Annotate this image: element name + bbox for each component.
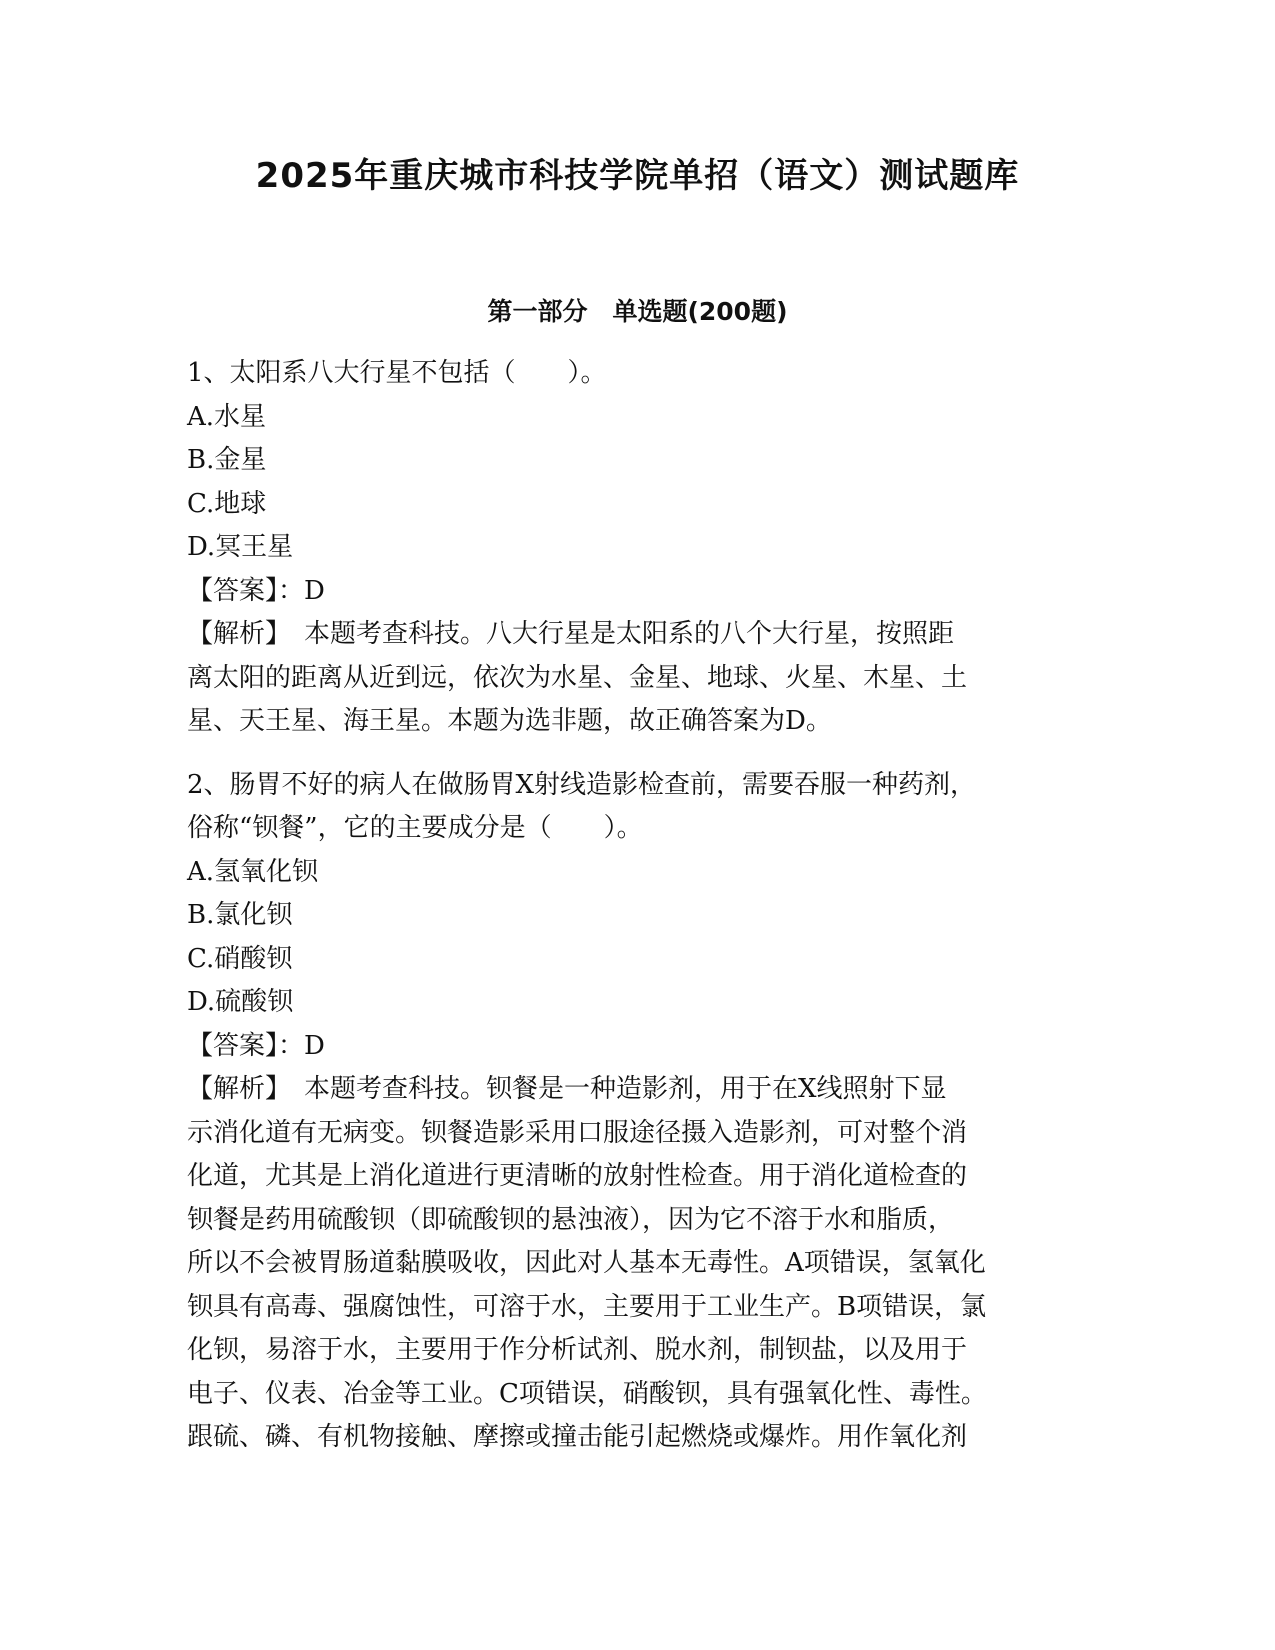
analysis-line: 化钡，易溶于水，主要用于作分析试剂、脱水剂，制钡盐，以及用于 (187, 1335, 968, 1365)
analysis-line: 化道，尤其是上消化道进行更清晰的放射性检查。用于消化道检查的 (187, 1161, 968, 1191)
analysis-line: 钡餐是药用硫酸钡（即硫酸钡的悬浊液），因为它不溶于水和脂质， (187, 1204, 955, 1235)
option-b: B.金星 (187, 445, 267, 475)
section-title: 第一部分 单选题(200题) (487, 297, 788, 326)
analysis-line: 钡具有高毒、强腐蚀性，可溶于水，主要用于工业生产。B项错误，氯 (187, 1291, 987, 1322)
answer-line: 【答案】：D (187, 575, 325, 606)
analysis-line: 【解析】 本题考查科技。八大行星是太阳系的八个大行星，按照距 (187, 619, 955, 649)
question-stem-line: 俗称“钡餐”，它的主要成分是（ ）。 (187, 813, 643, 843)
question-1 (187, 352, 1075, 744)
question-stem-line: 1、太阳系八大行星不包括（ ）。 (187, 358, 607, 388)
analysis-line: 跟硫、磷、有机物接触、摩擦或撞击能引起燃烧或爆炸。用作氧化剂 (187, 1422, 968, 1452)
option-b: B.氯化钡 (187, 900, 293, 930)
option-c: C.地球 (187, 488, 267, 519)
answer-line: 【答案】：D (187, 1030, 325, 1061)
option-c: C.硝酸钡 (187, 943, 293, 974)
analysis-line: 所以不会被胃肠道黏膜吸收，因此对人基本无毒性。A项错误，氢氧化 (187, 1248, 986, 1278)
analysis-line: 星、天王星、海王星。本题为选非题，故正确答案为D。 (187, 706, 832, 736)
option-d: D.冥王星 (187, 532, 294, 562)
document-title: 2025年重庆城市科技学院单招（语文）测试题库 (255, 156, 1020, 196)
question-list (187, 352, 1075, 1480)
analysis-line: 示消化道有无病变。钡餐造影采用口服途径摄入造影剂，可对整个消 (187, 1117, 968, 1148)
option-a: A.水星 (187, 401, 267, 432)
option-d: D.硫酸钡 (187, 987, 294, 1017)
option-a: A.氢氧化钡 (187, 856, 319, 887)
analysis-line: 【解析】 本题考查科技。钡餐是一种造影剂，用于在X线照射下显 (187, 1074, 947, 1104)
analysis-line: 电子、仪表、冶金等工业。C项错误，硝酸钡，具有强氧化性、毒性。 (187, 1378, 987, 1409)
question-stem-line: 2、肠胃不好的病人在做肠胃X射线造影检查前，需要吞服一种药剂， (187, 769, 977, 800)
analysis-line: 离太阳的距离从近到远，依次为水星、金星、地球、火星、木星、土 (187, 662, 968, 693)
question-2 (187, 764, 1075, 1460)
